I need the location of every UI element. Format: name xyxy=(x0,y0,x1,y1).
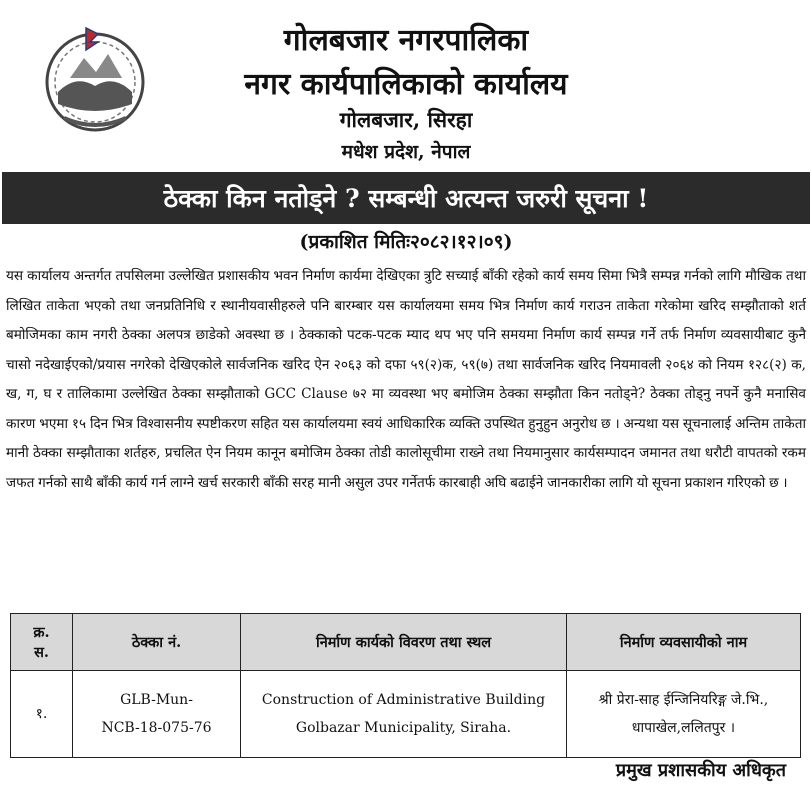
cell-contract-number: GLB-Mun- NCB-18-075-76 xyxy=(73,671,241,758)
province-country: मधेश प्रदेश, नेपाल xyxy=(341,141,471,163)
table-row xyxy=(11,671,801,758)
header-serial: क्र. स. xyxy=(11,614,73,671)
table-header-row xyxy=(11,614,801,671)
office-location: गोलबजार, सिरहा xyxy=(339,107,473,132)
office-name: नगर कार्यपालिकाको कार्यालय xyxy=(244,67,568,102)
letterhead xyxy=(0,0,812,170)
cell-contractor-name: श्री प्रेरा-साह ईन्जिनियरिङ्ग जे.भि., धापाखेल,ललितपुर । xyxy=(567,671,801,758)
notice-title: ठेक्का किन नतोड्ने ? सम्बन्धी अत्यन्त जरुरी सूचना ! xyxy=(163,184,649,213)
municipality-name: गोलबजार नगरपालिका xyxy=(283,23,529,58)
cell-serial: १. xyxy=(11,671,73,758)
published-date: (प्रकाशित मितिः२०८२।१२।०९) xyxy=(299,231,513,253)
notice-body: यस कार्यालय अन्तर्गत तपसिलमा उल्लेखित प्रशासकीय भवन निर्माण कार्यमा देखिएका त्रुटि सच्याई बाँकी रहेको कार्य समय सिमा भित्रै सम्पन्न गर्नको लागि मौखिक तथा लिखित ताकेता भएको तथा जनप्रतिनिधि र स्थानीयवासीहरुले पनि बारम्बार यस कार्यालयमा समय भित्र निर्माण कार्य गराउन ताकेता गरेकोमा खरिद सम्झौताको शर्त बमोजिमका काम नगरी ठेक्का अलपत्र छाडेको अवस्था छ । ठेक्काको पटक-पटक म्याद थप भए पनि समयमा निर्माण कार्य सम्पन्न गर्ने तर्फ निर्माण व्यवसायीबाट कुनै चासो नदेखाईएको/प्रयास नगरेको देखिएकोले सार्वजनिक खरिद ऐन २०६३ को दफा ५९(२)क, ५९(७) तथा सार्वजनिक खरिद नियमावली २०६४ को नियम १२८(२) क, ख, ग, घ र तालिकामा उल्लेखित ठेक्का सम्झौताको GCC Clause ७२ मा व्यवस्था भए बमोजिम ठेक्का सम्झौता किन नतोड्ने? ठेक्का तोड्नु नपर्ने कुनै मनासिव कारण भएमा १५ दिन भित्र विश्वासनीय स्पष्टीकरण सहित यस कार्यालयमा स्वयं आधिकारिक व्यक्ति उपस्थित हुनुहुन अनुरोध छ । अन्यथा यस सूचनालाई अन्तिम ताकेता मानी ठेक्का सम्झौताका शर्तहरु, प्रचलित ऐन नियम कानून बमोजिम ठेक्का तोडी कालोसूचीमा राख्ने तथा नियमानुसार कार्यसम्पादन जमानत तथा धरौटी वापतको रकम जफत गर्नको साथै बाँकी कार्य गर्न लाग्ने खर्च सरकारी बाँकी सरह मानी असुल उपर गर्नेतर्फ कारबाही अघि बढाईने जानकारीका लागि यो सूचना प्रकाशन गरिएको छ । xyxy=(6,268,806,491)
signatory-title: प्रमुख प्रशासकीय अधिकृत xyxy=(615,760,786,781)
cell-work-description: Construction of Administrative Building Golbazar Municipality, Siraha. xyxy=(241,671,567,758)
header-contract-number: ठेक्का नं. xyxy=(73,614,241,671)
notice-title-banner xyxy=(2,172,810,224)
header-contractor-name: निर्माण व्यवसायीको नाम xyxy=(567,614,801,671)
header-work-description: निर्माण कार्यको विवरण तथा स्थल xyxy=(241,614,567,671)
contract-table xyxy=(10,613,801,758)
